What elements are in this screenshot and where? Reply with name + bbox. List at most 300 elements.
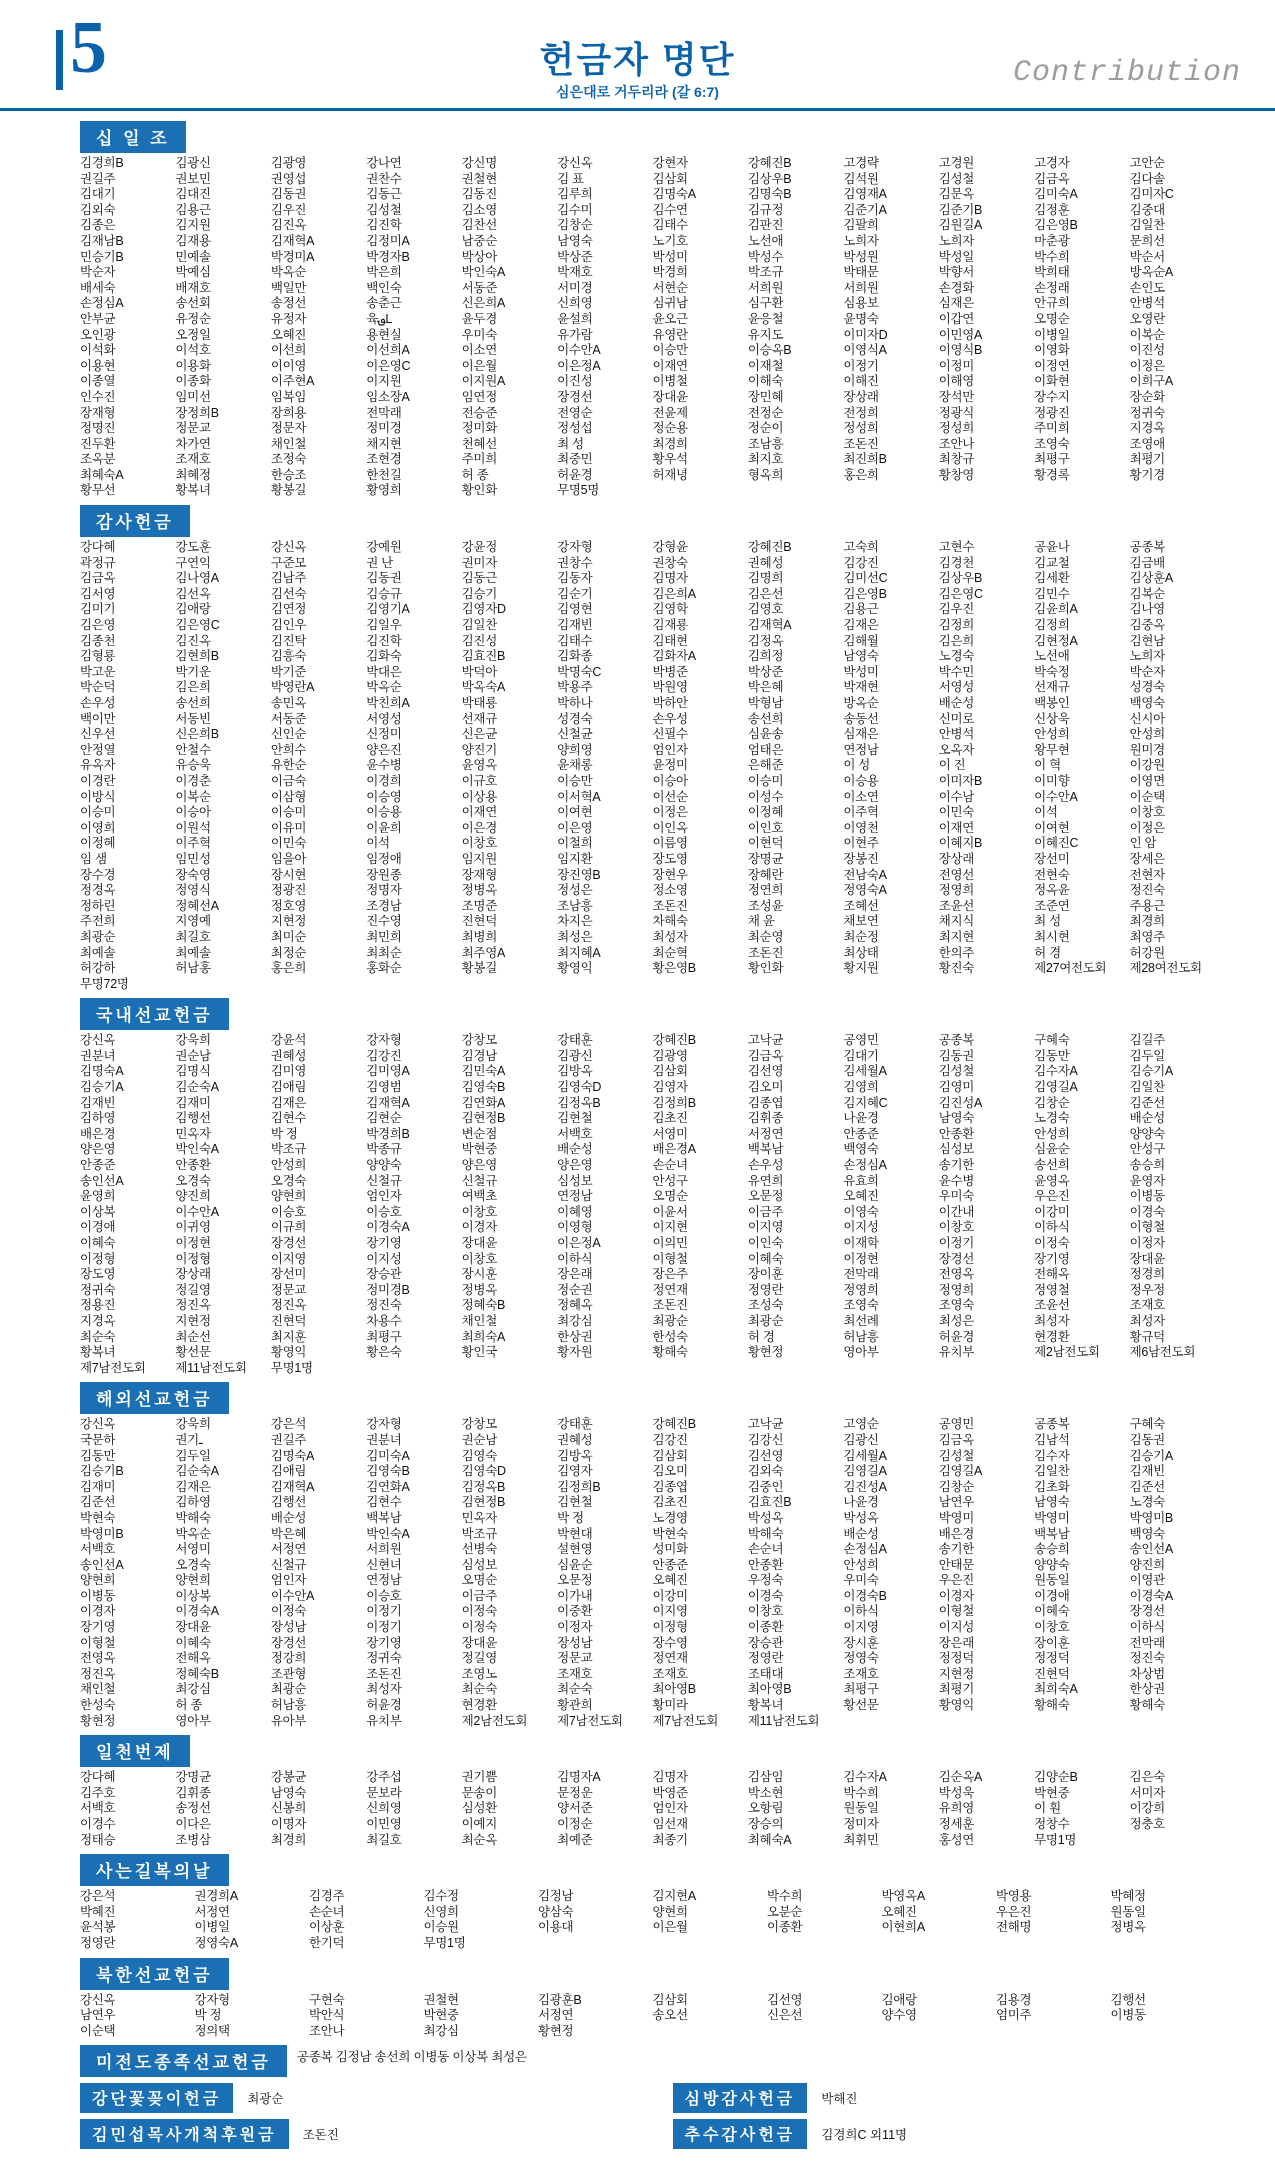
name-entry: 최평구 (1034, 452, 1070, 467)
name-entry: 강자형 (194, 1992, 230, 2007)
name-entry: 제27여전도회 (1034, 961, 1107, 976)
name-entry: 강태훈 (557, 1033, 593, 1048)
name-entry: 강은석 (270, 1417, 307, 1432)
name-entry: 박원영 (652, 680, 688, 695)
name-entry: 김일찬 (461, 618, 497, 633)
name-entry: 이소연 (461, 343, 497, 358)
name-entry: 김명자A (557, 1770, 601, 1785)
name-entry: 문보라 (366, 1785, 402, 1800)
name-entry: 장상래 (175, 1267, 211, 1282)
name-entry: 최성자 (1034, 1313, 1070, 1328)
name-entry: 신봉희 (270, 1801, 307, 1816)
name-entry: 유가람 (557, 327, 593, 342)
name-entry: 박수희 (843, 1785, 879, 1800)
name-entry: 김정희B (652, 1095, 696, 1110)
name-entry: 정병옥 (1110, 1920, 1146, 1935)
name-entry: 손순녀 (747, 1542, 784, 1557)
name-entry: 이경춘 (175, 773, 211, 788)
name-entry: 박병준 (652, 664, 688, 679)
name-entry: 정명진 (80, 421, 116, 436)
name-entry: 남연우 (938, 1495, 975, 1510)
name-entry: 이창호 (461, 1251, 497, 1266)
name-entry: 이금숙 (270, 773, 307, 788)
name-entry: 장승관 (747, 1635, 784, 1650)
name-entry: 이규희 (270, 1220, 307, 1235)
name-entry: 김서영 (80, 586, 116, 601)
name-entry: 황해숙 (1129, 1698, 1165, 1713)
name-entry: 노기호 (652, 233, 688, 248)
name-entry: 정영희 (938, 1282, 975, 1297)
name-entry: 전정희 (843, 405, 879, 420)
name-entry: 신은희B (175, 727, 219, 742)
name-entry: 안병석 (1129, 296, 1165, 311)
name-entry: 이정순 (557, 1817, 593, 1831)
name-entry: 김석원 (843, 171, 879, 186)
name-entry: 정순이 (747, 421, 784, 436)
name-entry: 공영민 (843, 1033, 879, 1048)
name-entry: 김우진 (938, 602, 975, 617)
name-entry: 박수희 (767, 1889, 803, 1904)
section-title-living-water: 사는길복의날 (80, 1854, 229, 1886)
name-entry: 김정희 (938, 618, 975, 633)
name-entry: 김창순 (557, 218, 593, 233)
name-entry: 김일찬 (1034, 1464, 1070, 1479)
name-entry: 김종엽 (652, 1479, 688, 1494)
name-entry: 정문교 (557, 1651, 593, 1666)
name-entry: 유정자 (270, 311, 307, 326)
name-entry: 김성철 (366, 202, 402, 217)
name-entry: 오명순 (461, 1573, 497, 1588)
name-list-overseas-mission (80, 1417, 1225, 1729)
name-entry: 김승기 (461, 586, 497, 601)
name-entry: 허남홍 (175, 961, 211, 976)
name-entry: 김영숙B (461, 1080, 506, 1095)
name-entry: 김영범 (366, 1080, 402, 1095)
name-entry: 장은래 (557, 1267, 593, 1282)
name-entry: 김태수 (652, 218, 688, 233)
name-entry: 손정심A (843, 1542, 887, 1557)
name-entry: 지현정 (938, 1666, 975, 1681)
name-entry: 박덕아 (461, 664, 497, 679)
name-entry: 이철희 (557, 836, 593, 851)
name-entry: 연정남 (366, 1573, 402, 1588)
name-entry: 신철균 (557, 727, 593, 742)
name-entry: 성경숙 (1129, 680, 1165, 695)
name-entry: 박기준 (270, 664, 307, 679)
name-entry: 마춘광 (1034, 233, 1070, 248)
name-entry: 양은영 (80, 1142, 116, 1157)
name-entry: 원동일 (1034, 1573, 1070, 1588)
name-entry: 박옥숙A (461, 680, 506, 695)
name-entry: 황은숙 (366, 1345, 402, 1360)
name-entry: 노선애 (1034, 649, 1070, 664)
name-entry: 김진옥 (175, 633, 211, 648)
name-entry: 서정연 (747, 1126, 784, 1141)
name-entry: 박영미 (938, 1510, 975, 1525)
name-entry: 이승용 (843, 773, 879, 788)
name-entry: 박은혜 (270, 1526, 307, 1541)
name-entry: 안성희 (1129, 727, 1165, 742)
name-entry: 이승호 (366, 1204, 402, 1219)
name-entry: 안정열 (80, 742, 116, 757)
name-entry: 김금배 (1129, 555, 1165, 570)
name-entry: 이혜지B (938, 836, 983, 851)
name-entry: 심재은 (938, 296, 975, 311)
name-entry: 남영숙 (1034, 1495, 1070, 1510)
name-entry: 홍화순 (366, 961, 402, 976)
name-entry: 국문하 (80, 1432, 116, 1447)
name-entry: 박수희 (1034, 249, 1070, 264)
name-entry: 김성철 (938, 171, 975, 186)
name-entry: 강주섭 (366, 1770, 402, 1785)
name-entry: 조안나 (309, 2023, 345, 2038)
name-entry: 김팔희 (843, 218, 879, 233)
name-entry: 변순점 (461, 1126, 497, 1141)
name-entry: 유옥자 (80, 758, 116, 773)
name-entry: 이창호 (1129, 805, 1165, 820)
name-entry: 전막래 (843, 1267, 879, 1282)
name-entry: 권길주 (80, 171, 116, 186)
name-entry: 황자원 (557, 1345, 593, 1360)
name-entry: 정정덕 (1034, 1651, 1070, 1666)
name-entry: 이병일 (194, 1920, 230, 1935)
name-entry: 이규호 (461, 773, 497, 788)
name-entry: 이여현 (557, 805, 593, 820)
name-entry: 이정형 (175, 1251, 211, 1266)
name-entry: 이종열 (80, 374, 116, 389)
name-entry: 최종기 (652, 1832, 688, 1847)
name-entry: 조재호 (175, 452, 211, 467)
name-entry: 윤영희 (80, 1189, 116, 1204)
section-tithe (80, 121, 1225, 499)
name-entry: 이경자 (80, 1604, 116, 1619)
name-entry: 최성은 (938, 1313, 975, 1328)
name-entry: 구준모 (270, 555, 307, 570)
name-entry: 고경원 (938, 156, 975, 170)
name-entry: 최최순 (366, 945, 402, 960)
name-entry: 연정남 (557, 1189, 593, 1204)
name-entry: 엄인자 (652, 1801, 688, 1816)
name-entry: 김초진 (652, 1495, 688, 1510)
name-entry: 이영면 (1129, 773, 1165, 788)
name-entry: 양진희 (175, 1189, 211, 1204)
name-entry: 한기덕 (309, 1935, 345, 1950)
name-entry: 김경주 (309, 1889, 345, 1904)
name-entry: 이선희A (366, 343, 410, 358)
name-entry: 우미숙 (843, 1573, 879, 1588)
small-box-value: 박해진 (821, 2092, 858, 2107)
name-entry: 이정형 (652, 1620, 688, 1635)
name-entry: 김준선 (1129, 1095, 1165, 1110)
name-entry: 이 진 (938, 758, 966, 773)
name-entry: 남중순 (461, 233, 497, 248)
name-entry: 허재녕 (652, 467, 688, 482)
name-entry: 김순옥A (938, 1770, 983, 1785)
name-entry: 이경숙 (1129, 1204, 1165, 1219)
name-entry: 이영식B (938, 343, 983, 358)
name-entry: 영아부 (843, 1345, 879, 1360)
name-entry: 박성옥 (747, 1510, 784, 1525)
name-entry: 송정선 (270, 296, 307, 311)
name-entry: 권영섭 (270, 171, 307, 186)
name-entry: 조영숙 (938, 1298, 975, 1313)
name-entry: 김중옥 (1129, 618, 1165, 633)
name-entry: 공영민 (938, 1417, 975, 1432)
name-entry: 안종준 (652, 1557, 688, 1572)
name-entry: 이예지 (461, 1817, 497, 1831)
name-entry: 황해숙 (1034, 1698, 1070, 1713)
name-entry: 장대윤 (652, 389, 688, 404)
name-entry: 안종준 (80, 1158, 116, 1173)
name-entry: 유승욱 (175, 758, 211, 773)
name-entry: 이승호 (270, 1204, 307, 1219)
name-entry: 정미자 (843, 1817, 879, 1831)
name-entry: 심구환 (747, 296, 784, 311)
name-entry: 김진탁 (270, 633, 307, 648)
name-entry: 김영호 (747, 602, 784, 617)
name-entry: 김외숙 (747, 1464, 784, 1479)
name-entry: 장경선 (938, 1251, 975, 1266)
name-entry: 황지원 (843, 961, 879, 976)
name-entry: 임지환 (557, 851, 593, 866)
name-entry: 이경숙A (366, 1220, 410, 1235)
name-entry: 황영익 (938, 1698, 975, 1713)
name-entry: 홍성연 (938, 1832, 975, 1847)
name-entry: 신희영 (557, 296, 593, 311)
name-entry: 황영희 (366, 483, 402, 498)
name-entry: 김선영 (747, 1448, 784, 1463)
name-entry: 이강희 (1129, 1801, 1165, 1816)
small-box-value: 김경희C 외11명 (821, 2128, 908, 2143)
name-entry: 이인옥 (652, 820, 688, 835)
name-entry: 홍은희 (270, 961, 307, 976)
name-entry: 이병철 (652, 374, 688, 389)
name-entry: 유지도 (747, 327, 784, 342)
name-entry: 임연정 (461, 389, 497, 404)
name-entry: 송인선A (80, 1173, 124, 1188)
name-entry: 송인선A (1129, 1542, 1173, 1557)
name-entry: 박소현 (747, 1785, 784, 1800)
name-entry: 유치부 (938, 1345, 975, 1360)
name-entry: 황복녀 (80, 1345, 116, 1360)
name-entry: 권경희A (194, 1889, 238, 1904)
name-entry: 김미숙A (1034, 187, 1078, 202)
name-entry: 현경환 (461, 1698, 497, 1713)
name-entry: 안병석 (938, 727, 975, 742)
name-entry: 구혜숙 (1129, 1417, 1165, 1432)
name-entry: 안철수 (175, 742, 211, 757)
name-entry: 윤응철 (747, 311, 784, 326)
name-entry: 이정기 (366, 1604, 402, 1619)
name-entry: 정혜선A (175, 898, 219, 913)
name-entry: 김현정A (1034, 633, 1078, 648)
name-entry: 이지영 (843, 1620, 879, 1635)
name-entry: 최민희 (366, 929, 402, 944)
name-entry: 오정일 (175, 327, 211, 342)
name-entry: 조재호 (1129, 1298, 1165, 1313)
name-entry: 오인광 (80, 327, 116, 342)
name-entry: 무명1명 (1034, 1832, 1077, 1847)
name-entry: 이영천 (843, 820, 879, 835)
name-entry: 서미자 (1129, 1785, 1165, 1800)
name-entry: 장숙영 (175, 867, 211, 882)
name-entry: 임민성 (175, 851, 211, 866)
name-entry: 이경수 (80, 1817, 116, 1831)
name-entry: 우은진 (996, 1904, 1032, 1919)
name-entry: 김애랑 (881, 1992, 917, 2007)
name-entry: 이재철 (747, 358, 784, 373)
name-entry: 안성구 (1129, 1142, 1165, 1157)
name-entry: 황규덕 (1129, 1329, 1165, 1344)
name-entry: 최순선 (175, 1329, 211, 1344)
name-entry: 황우석 (652, 452, 688, 467)
name-entry: 이재연 (461, 805, 497, 820)
name-entry: 이금주 (747, 1204, 784, 1219)
name-entry: 정진숙 (1129, 883, 1165, 898)
page-title: 헌금자 명단 (539, 39, 736, 80)
name-entry: 황인화 (461, 483, 497, 498)
name-entry: 전영옥 (938, 1267, 975, 1282)
name-entry: 전현자 (1129, 867, 1165, 882)
name-entry: 육؈L (366, 311, 392, 326)
name-entry: 신은희A (461, 296, 506, 311)
name-entry: 김방옥 (557, 1448, 593, 1463)
name-entry: 최경희 (1129, 914, 1165, 929)
name-entry: 김휘종 (747, 1111, 784, 1126)
name-entry: 김정옥B (461, 1479, 506, 1494)
name-entry: 김승기B (80, 1464, 124, 1479)
name-entry: 최지훈 (270, 1329, 307, 1344)
name-entry: 장도영 (652, 851, 688, 866)
name-entry: 박조규 (461, 1526, 497, 1541)
name-entry: 손우성 (80, 696, 116, 710)
name-entry: 김재혁A (270, 233, 315, 248)
name-entry: 이승미 (747, 773, 784, 788)
name-entry: 이성수 (747, 789, 784, 804)
name-entry: 이수안A (270, 1588, 315, 1603)
name-entry: 우미숙 (461, 327, 497, 342)
name-entry: 김연화A (366, 1479, 410, 1494)
name-entry: 이형철 (80, 1635, 116, 1650)
name-entry: 정길영 (461, 1651, 497, 1666)
name-entry: 박상준 (747, 664, 784, 679)
name-entry: 조성숙 (747, 1298, 784, 1313)
page-number: 5 (70, 7, 106, 89)
name-entry: 송동선 (843, 711, 879, 726)
name-entry: 김상훈A (1129, 571, 1173, 586)
name-entry: 장정희B (175, 405, 219, 420)
name-entry: 박조규 (270, 1142, 307, 1157)
name-entry: 박상아 (461, 249, 497, 264)
name-entry: 정영란 (747, 1651, 784, 1666)
name-entry: 정옥윤 (1034, 883, 1070, 898)
name-entry: 이경숙A (175, 1604, 219, 1619)
name-entry: 김문옥 (938, 187, 975, 202)
section-living-water (80, 1854, 1225, 1951)
name-entry: 박옥순 (366, 680, 402, 695)
name-entry: 박해숙 (175, 1510, 211, 1525)
name-entry: 허윤경 (557, 467, 593, 482)
name-entry: 최진희B (843, 452, 887, 467)
name-entry: 지현정 (175, 1313, 211, 1328)
name-entry: 이경자 (461, 1220, 497, 1235)
name-entry: 여백초 (461, 1189, 497, 1204)
name-entry: 유한순 (270, 758, 307, 773)
name-entry: 김은영B (1034, 218, 1078, 233)
name-entry: 김강진 (843, 555, 879, 570)
name-entry: 손경화 (938, 280, 975, 295)
name-entry: 배순성 (1129, 1111, 1165, 1126)
name-entry: 김명숙B (747, 187, 792, 202)
name-entry: 이지영 (747, 1220, 784, 1235)
name-entry: 이지성 (938, 1620, 975, 1635)
name-entry: 이혜숙 (175, 1635, 211, 1650)
name-entry: 강자형 (366, 1417, 402, 1432)
name-entry: 권미자 (461, 555, 497, 570)
name-entry: 한상권 (1129, 1682, 1165, 1697)
small-box-value: 최광순 (247, 2092, 284, 2107)
name-entry: 이해숙 (747, 374, 784, 389)
name-entry: 장세은 (1129, 851, 1165, 866)
name-entry: 조돈진 (652, 898, 688, 913)
name-entry: 이진성 (1129, 343, 1165, 358)
name-entry: 김재은 (843, 618, 879, 633)
name-entry: 김윤희A (1034, 602, 1078, 617)
name-entry: 안종환 (747, 1557, 784, 1572)
name-entry: 손우성 (747, 1158, 784, 1173)
name-entry: 공종복 (1129, 540, 1165, 555)
name-entry: 황현정 (747, 1345, 784, 1360)
name-entry: 전영선 (938, 867, 975, 882)
name-entry: 김상우B (747, 171, 792, 186)
name-entry: 양현희 (80, 1573, 116, 1588)
name-entry: 채보연 (843, 914, 879, 929)
name-entry: 신철규 (270, 1557, 307, 1572)
name-entry: 박종규 (366, 1142, 402, 1157)
name-entry: 신은선 (767, 2008, 803, 2023)
name-entry: 양은영 (461, 1158, 497, 1173)
name-entry: 정미경B (366, 1282, 410, 1297)
name-entry: 이은월 (652, 1920, 688, 1935)
name-entry: 진수영 (366, 914, 402, 929)
name-entry: 권철현 (423, 1992, 459, 2007)
name-entry: 김소영 (461, 202, 497, 217)
name-entry: 정혜숙B (175, 1666, 219, 1681)
name-entry: 김애랑 (175, 602, 211, 617)
name-entry: 김현순 (366, 1111, 402, 1126)
name-entry: 김다솔 (1129, 171, 1165, 186)
name-entry: 배은경 (938, 1526, 975, 1541)
name-entry: 황봉길 (270, 483, 307, 498)
name-entry: 이민숙 (938, 805, 975, 820)
name-entry: 이영형 (557, 1220, 593, 1235)
name-entry: 오영란 (1129, 311, 1165, 326)
name-entry: 한성숙 (80, 1698, 116, 1713)
name-entry: 윤영자 (1129, 1173, 1165, 1188)
name-entry: 송인선A (80, 1557, 124, 1572)
name-entry: 김은희 (175, 680, 211, 695)
name-entry: 나윤경 (843, 1495, 879, 1510)
name-entry: 백복남 (747, 1142, 784, 1157)
name-entry: 장도영 (80, 1267, 116, 1282)
name-entry: 정영희 (938, 883, 975, 898)
name-entry: 박성미 (843, 664, 879, 679)
name-entry: 최혜숙A (80, 467, 124, 482)
name-entry: 최 성 (1034, 914, 1061, 929)
name-entry: 곽정규 (80, 555, 116, 570)
name-entry: 정영철 (1034, 1282, 1070, 1297)
name-entry: 남연우 (80, 2008, 116, 2023)
